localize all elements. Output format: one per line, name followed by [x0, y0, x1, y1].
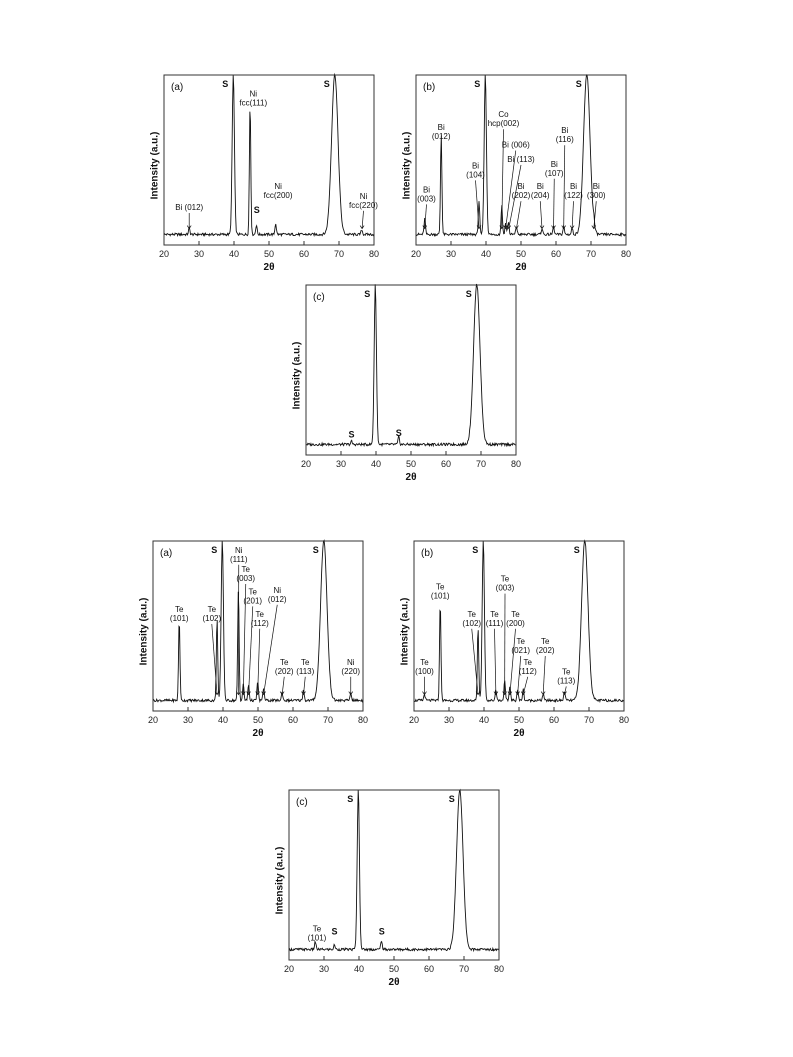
- peak-annotation-line: (202): [511, 191, 531, 201]
- peak-annotation-line: (112): [518, 666, 537, 676]
- peak-annotation-line: Te: [255, 609, 264, 619]
- x-tick-label: 30: [335, 459, 347, 469]
- peak-annotation-line: (003): [495, 583, 515, 593]
- panel-label: (c): [296, 797, 308, 808]
- x-tick-label: 70: [585, 249, 597, 259]
- peak-annotation-line: (201): [243, 596, 263, 606]
- peak-annotation-line: Bi: [422, 185, 431, 195]
- peak-annotation-line: Bi: [550, 159, 558, 169]
- x-tick-label: 40: [353, 964, 365, 974]
- peak-arrowhead: [521, 692, 525, 695]
- peak-annotation: [364, 289, 370, 299]
- peak-annotation: [379, 927, 385, 937]
- peak-annotation-line: (012): [431, 132, 451, 141]
- y-axis-label: [400, 80, 414, 250]
- peak-annotation-line: Te: [241, 565, 250, 574]
- peak-annotation-line: (111): [230, 554, 248, 564]
- peak-annotation-line: (220): [341, 666, 361, 676]
- peak-annotation-line: Bi (113): [507, 155, 535, 164]
- peak-arrow: [564, 145, 565, 228]
- peak-annotation: [507, 155, 535, 164]
- peak-annotation: [236, 565, 255, 583]
- peak-annotation: [502, 141, 530, 150]
- peak-arrow: [572, 201, 573, 228]
- x-tick-label: 20: [410, 249, 422, 259]
- peak-annotation: [431, 583, 450, 601]
- x-tick-label: 20: [283, 964, 295, 974]
- peak-annotation-line: Ni: [234, 545, 243, 555]
- peak-annotation: [545, 160, 564, 178]
- x-tick-label: 40: [478, 715, 490, 725]
- x-tick-label: 30: [182, 715, 194, 725]
- peak-annotation: [474, 79, 480, 89]
- peak-annotation-line: fcc(200): [263, 191, 293, 201]
- peak-arrow: [510, 629, 516, 695]
- peak-annotation-line: (113): [557, 676, 576, 686]
- peak-annotation-line: (101): [307, 933, 327, 943]
- peak-annotation-line: Bi: [517, 182, 525, 192]
- x-tick-label: 80: [493, 964, 505, 974]
- x-tick-label: 60: [298, 249, 310, 259]
- peak-annotation: [519, 658, 537, 676]
- peak-annotation-line: Bi: [437, 123, 445, 132]
- x-tick-label: 30: [318, 964, 330, 974]
- peak-annotation-line: S: [312, 544, 319, 555]
- peak-annotation: [296, 658, 314, 676]
- peak-annotation-line: S: [472, 544, 479, 555]
- peak-annotation-line: Bi: [569, 182, 578, 192]
- x-tick-label: 60: [548, 715, 560, 725]
- x-tick-label: 70: [583, 715, 595, 725]
- peak-annotation: [396, 428, 402, 438]
- peak-annotation-line: (300): [586, 191, 606, 201]
- x-tick-label: 80: [368, 249, 380, 259]
- peak-annotation: [488, 110, 520, 128]
- peak-annotation-line: (012): [267, 594, 287, 604]
- peak-arrow: [258, 629, 260, 695]
- x-tick-label: 50: [388, 964, 400, 974]
- peak-annotation: [308, 924, 327, 942]
- peak-annotation-line: Bi: [471, 161, 480, 171]
- peak-annotation-line: S: [448, 793, 455, 804]
- peak-annotation: [268, 586, 287, 604]
- diffraction-trace: [306, 284, 516, 446]
- peak-annotation: [472, 545, 478, 555]
- peak-annotation-line: (113): [296, 666, 315, 676]
- x-tick-label: 70: [458, 964, 470, 974]
- panel-label: (a): [171, 82, 184, 93]
- y-axis-label: [398, 546, 412, 716]
- peak-arrow: [554, 179, 555, 229]
- xrd-chart-svg: [148, 75, 398, 290]
- xrd-panel-top-b: [400, 75, 650, 290]
- xrd-panel-bottom-c: [273, 790, 523, 1005]
- peak-annotation-line: Bi (012): [175, 203, 204, 212]
- peak-annotation: [576, 79, 582, 89]
- peak-annotation-line: (100): [415, 666, 434, 676]
- peak-annotation: [512, 182, 531, 200]
- peak-annotation-line: Te: [541, 637, 550, 646]
- plot-frame: [164, 75, 374, 245]
- peak-annotation: [331, 927, 337, 937]
- peak-annotation-line: (112): [250, 618, 269, 628]
- panel-label: (b): [423, 82, 436, 93]
- peak-annotation-line: Te: [301, 657, 310, 667]
- xrd-chart-svg: [137, 541, 387, 756]
- peak-annotation-line: Co: [498, 110, 509, 120]
- peak-annotation-line: (116): [555, 135, 574, 145]
- peak-annotation-line: (021): [511, 646, 531, 655]
- x-axis-label: 2θ: [252, 728, 264, 739]
- y-axis-label: [148, 80, 162, 250]
- peak-annotation-line: (104): [466, 170, 485, 180]
- peak-arrow: [495, 629, 496, 695]
- peak-annotation-line: Ni: [346, 657, 355, 667]
- peak-annotation: [556, 126, 574, 144]
- peak-annotation: [313, 545, 319, 555]
- peak-annotation-line: S: [378, 926, 385, 937]
- y-axis-label-text: Intensity (a.u.): [401, 131, 413, 199]
- panel-label: (b): [421, 548, 434, 559]
- x-tick-label: 70: [333, 249, 345, 259]
- peak-annotation-line: S: [575, 78, 582, 89]
- peak-arrow: [540, 201, 542, 228]
- peak-annotation: [175, 203, 203, 212]
- xrd-panel-bottom-a: [137, 541, 387, 756]
- peak-annotation-line: (102): [462, 618, 482, 628]
- peak-annotation: [264, 182, 293, 200]
- peak-annotation-line: S: [573, 544, 580, 555]
- peak-annotation-line: Te: [248, 587, 257, 597]
- y-axis-label-text: Intensity (a.u.): [138, 597, 150, 665]
- x-tick-label: 20: [147, 715, 159, 725]
- peak-annotation: [462, 610, 481, 628]
- peak-annotation-line: S: [347, 793, 354, 804]
- x-tick-label: 80: [510, 459, 522, 469]
- peak-annotation-line: Te: [467, 609, 476, 619]
- peak-annotation-line: S: [364, 288, 371, 299]
- x-tick-label: 80: [618, 715, 630, 725]
- x-tick-label: 40: [217, 715, 229, 725]
- x-tick-label: 50: [405, 459, 417, 469]
- peak-annotation: [275, 658, 294, 676]
- x-tick-label: 30: [193, 249, 205, 259]
- peak-annotation-line: Bi: [592, 182, 600, 192]
- peak-annotation: [564, 182, 583, 200]
- peak-annotation-line: (111): [485, 618, 504, 628]
- peak-annotation-line: Te: [523, 657, 532, 667]
- peak-annotation-line: Ni: [359, 191, 368, 201]
- xrd-chart-svg: [398, 541, 648, 756]
- x-tick-label: 30: [443, 715, 455, 725]
- panel-label: (a): [160, 548, 173, 559]
- peak-annotation-line: Te: [207, 605, 217, 614]
- peak-arrow: [523, 677, 528, 695]
- peak-annotation: [531, 182, 550, 200]
- x-tick-label: 40: [370, 459, 382, 469]
- peak-annotation: [251, 610, 269, 628]
- peak-annotation-line: (204): [530, 191, 550, 201]
- peak-annotation: [574, 545, 580, 555]
- peak-annotation: [243, 587, 262, 605]
- x-tick-label: 40: [480, 249, 492, 259]
- x-tick-label: 60: [423, 964, 435, 974]
- y-axis-label-text: Intensity (a.u.): [274, 846, 286, 914]
- x-axis-label: 2θ: [513, 728, 525, 739]
- peak-annotation-line: Bi: [536, 182, 544, 192]
- peak-annotation: [496, 575, 515, 593]
- peak-annotation-line: S: [211, 544, 218, 555]
- peak-annotation-line: Ni: [274, 182, 282, 192]
- peak-annotation: [324, 79, 330, 89]
- xrd-panel-top-c: [290, 285, 540, 500]
- y-axis-label: [290, 290, 304, 460]
- x-tick-label: 30: [445, 249, 457, 259]
- peak-annotation-line: (122): [564, 191, 583, 201]
- x-tick-label: 20: [408, 715, 420, 725]
- peak-annotation-line: Te: [280, 657, 289, 667]
- peak-annotation: [170, 605, 189, 623]
- xrd-chart-svg: [400, 75, 650, 290]
- peak-annotation-line: (101): [430, 591, 450, 601]
- peak-annotation-line: Te: [490, 609, 499, 619]
- peak-annotation: [254, 205, 260, 215]
- peak-annotation: [486, 610, 504, 628]
- peak-annotation: [449, 794, 455, 804]
- x-axis-label: 2θ: [388, 977, 400, 988]
- peak-annotation: [348, 430, 354, 440]
- x-tick-label: 80: [357, 715, 369, 725]
- peak-annotation-line: Ni: [273, 585, 282, 595]
- peak-annotation-line: (202): [535, 646, 555, 655]
- x-tick-label: 40: [228, 249, 240, 259]
- peak-annotation-line: Te: [436, 582, 445, 592]
- peak-annotation-line: Te: [516, 637, 525, 646]
- x-tick-label: 60: [440, 459, 452, 469]
- xrd-panel-top-a: [148, 75, 398, 290]
- peak-annotation-line: Bi (006): [501, 140, 530, 150]
- peak-annotation-line: Te: [511, 609, 520, 619]
- x-axis-label: 2θ: [405, 472, 417, 483]
- peak-annotation-line: S: [323, 78, 330, 89]
- x-axis-label: 2θ: [515, 262, 527, 273]
- peak-annotation-line: Bi: [561, 126, 569, 136]
- peak-annotation-line: S: [474, 78, 481, 89]
- y-axis-label: [137, 546, 151, 716]
- peak-annotation: [415, 658, 434, 676]
- peak-arrow: [362, 211, 363, 229]
- peak-annotation-line: S: [465, 288, 472, 299]
- peak-annotation-line: S: [331, 926, 338, 937]
- peak-annotation: [211, 545, 217, 555]
- x-axis-label: 2θ: [263, 262, 275, 273]
- peak-annotation: [230, 546, 248, 564]
- peak-annotation: [557, 667, 575, 685]
- xrd-chart-svg: [273, 790, 523, 1005]
- y-axis-label: [273, 795, 287, 965]
- peak-annotation-line: S: [395, 428, 402, 438]
- peak-annotation: [432, 123, 451, 141]
- peak-annotation-line: (101): [169, 614, 189, 623]
- peak-annotation: [466, 289, 472, 299]
- xrd-panel-bottom-b: [398, 541, 648, 756]
- y-axis-label-text: Intensity (a.u.): [399, 597, 411, 665]
- x-tick-label: 50: [515, 249, 527, 259]
- x-tick-label: 60: [287, 715, 299, 725]
- y-axis-label-text: Intensity (a.u.): [291, 341, 303, 409]
- x-tick-label: 70: [322, 715, 334, 725]
- peak-annotation-line: Ni: [249, 89, 258, 99]
- peak-annotation-line: (200): [506, 618, 525, 628]
- peak-annotation: [239, 89, 267, 107]
- peak-annotation-line: Te: [500, 574, 510, 584]
- x-tick-label: 50: [263, 249, 275, 259]
- peak-annotation: [536, 637, 555, 655]
- y-axis-label-text: Intensity (a.u.): [149, 131, 161, 199]
- peak-annotation: [506, 610, 525, 628]
- peak-arrow: [516, 201, 521, 228]
- x-tick-label: 20: [300, 459, 312, 469]
- peak-annotation: [222, 79, 228, 89]
- peak-annotation-line: Te: [562, 667, 571, 677]
- peak-annotation: [202, 605, 221, 623]
- peak-annotation-line: (003): [236, 574, 256, 583]
- x-tick-label: 70: [475, 459, 487, 469]
- peak-annotation-line: S: [253, 205, 260, 216]
- plot-frame: [306, 285, 516, 455]
- x-tick-label: 50: [252, 715, 264, 725]
- peak-annotation-line: Te: [420, 657, 429, 667]
- peak-annotation: [341, 658, 360, 676]
- peak-annotation: [466, 161, 485, 179]
- x-tick-label: 60: [550, 249, 562, 259]
- panel-label: (c): [313, 292, 325, 303]
- peak-annotation-line: (102): [202, 614, 222, 623]
- peak-annotation-line: (202): [274, 666, 294, 676]
- peak-arrow: [543, 656, 545, 695]
- peak-annotation-line: hcp(002): [487, 119, 520, 129]
- peak-annotation-line: (107): [544, 168, 564, 178]
- peak-annotation: [587, 182, 606, 200]
- x-tick-label: 80: [620, 249, 632, 259]
- peak-annotation-line: Te: [175, 605, 184, 614]
- peak-annotation-line: (003): [417, 194, 436, 204]
- x-tick-label: 50: [513, 715, 525, 725]
- peak-annotation-line: S: [222, 78, 229, 89]
- xrd-chart-svg: [290, 285, 540, 500]
- peak-annotation-line: fcc(220): [349, 200, 378, 210]
- peak-annotation: [417, 185, 436, 203]
- peak-annotation-line: fcc(111): [239, 98, 268, 108]
- peak-annotation: [347, 794, 353, 804]
- peak-annotation-line: S: [348, 429, 355, 440]
- peak-annotation-line: Te: [312, 924, 322, 934]
- x-tick-label: 20: [158, 249, 170, 259]
